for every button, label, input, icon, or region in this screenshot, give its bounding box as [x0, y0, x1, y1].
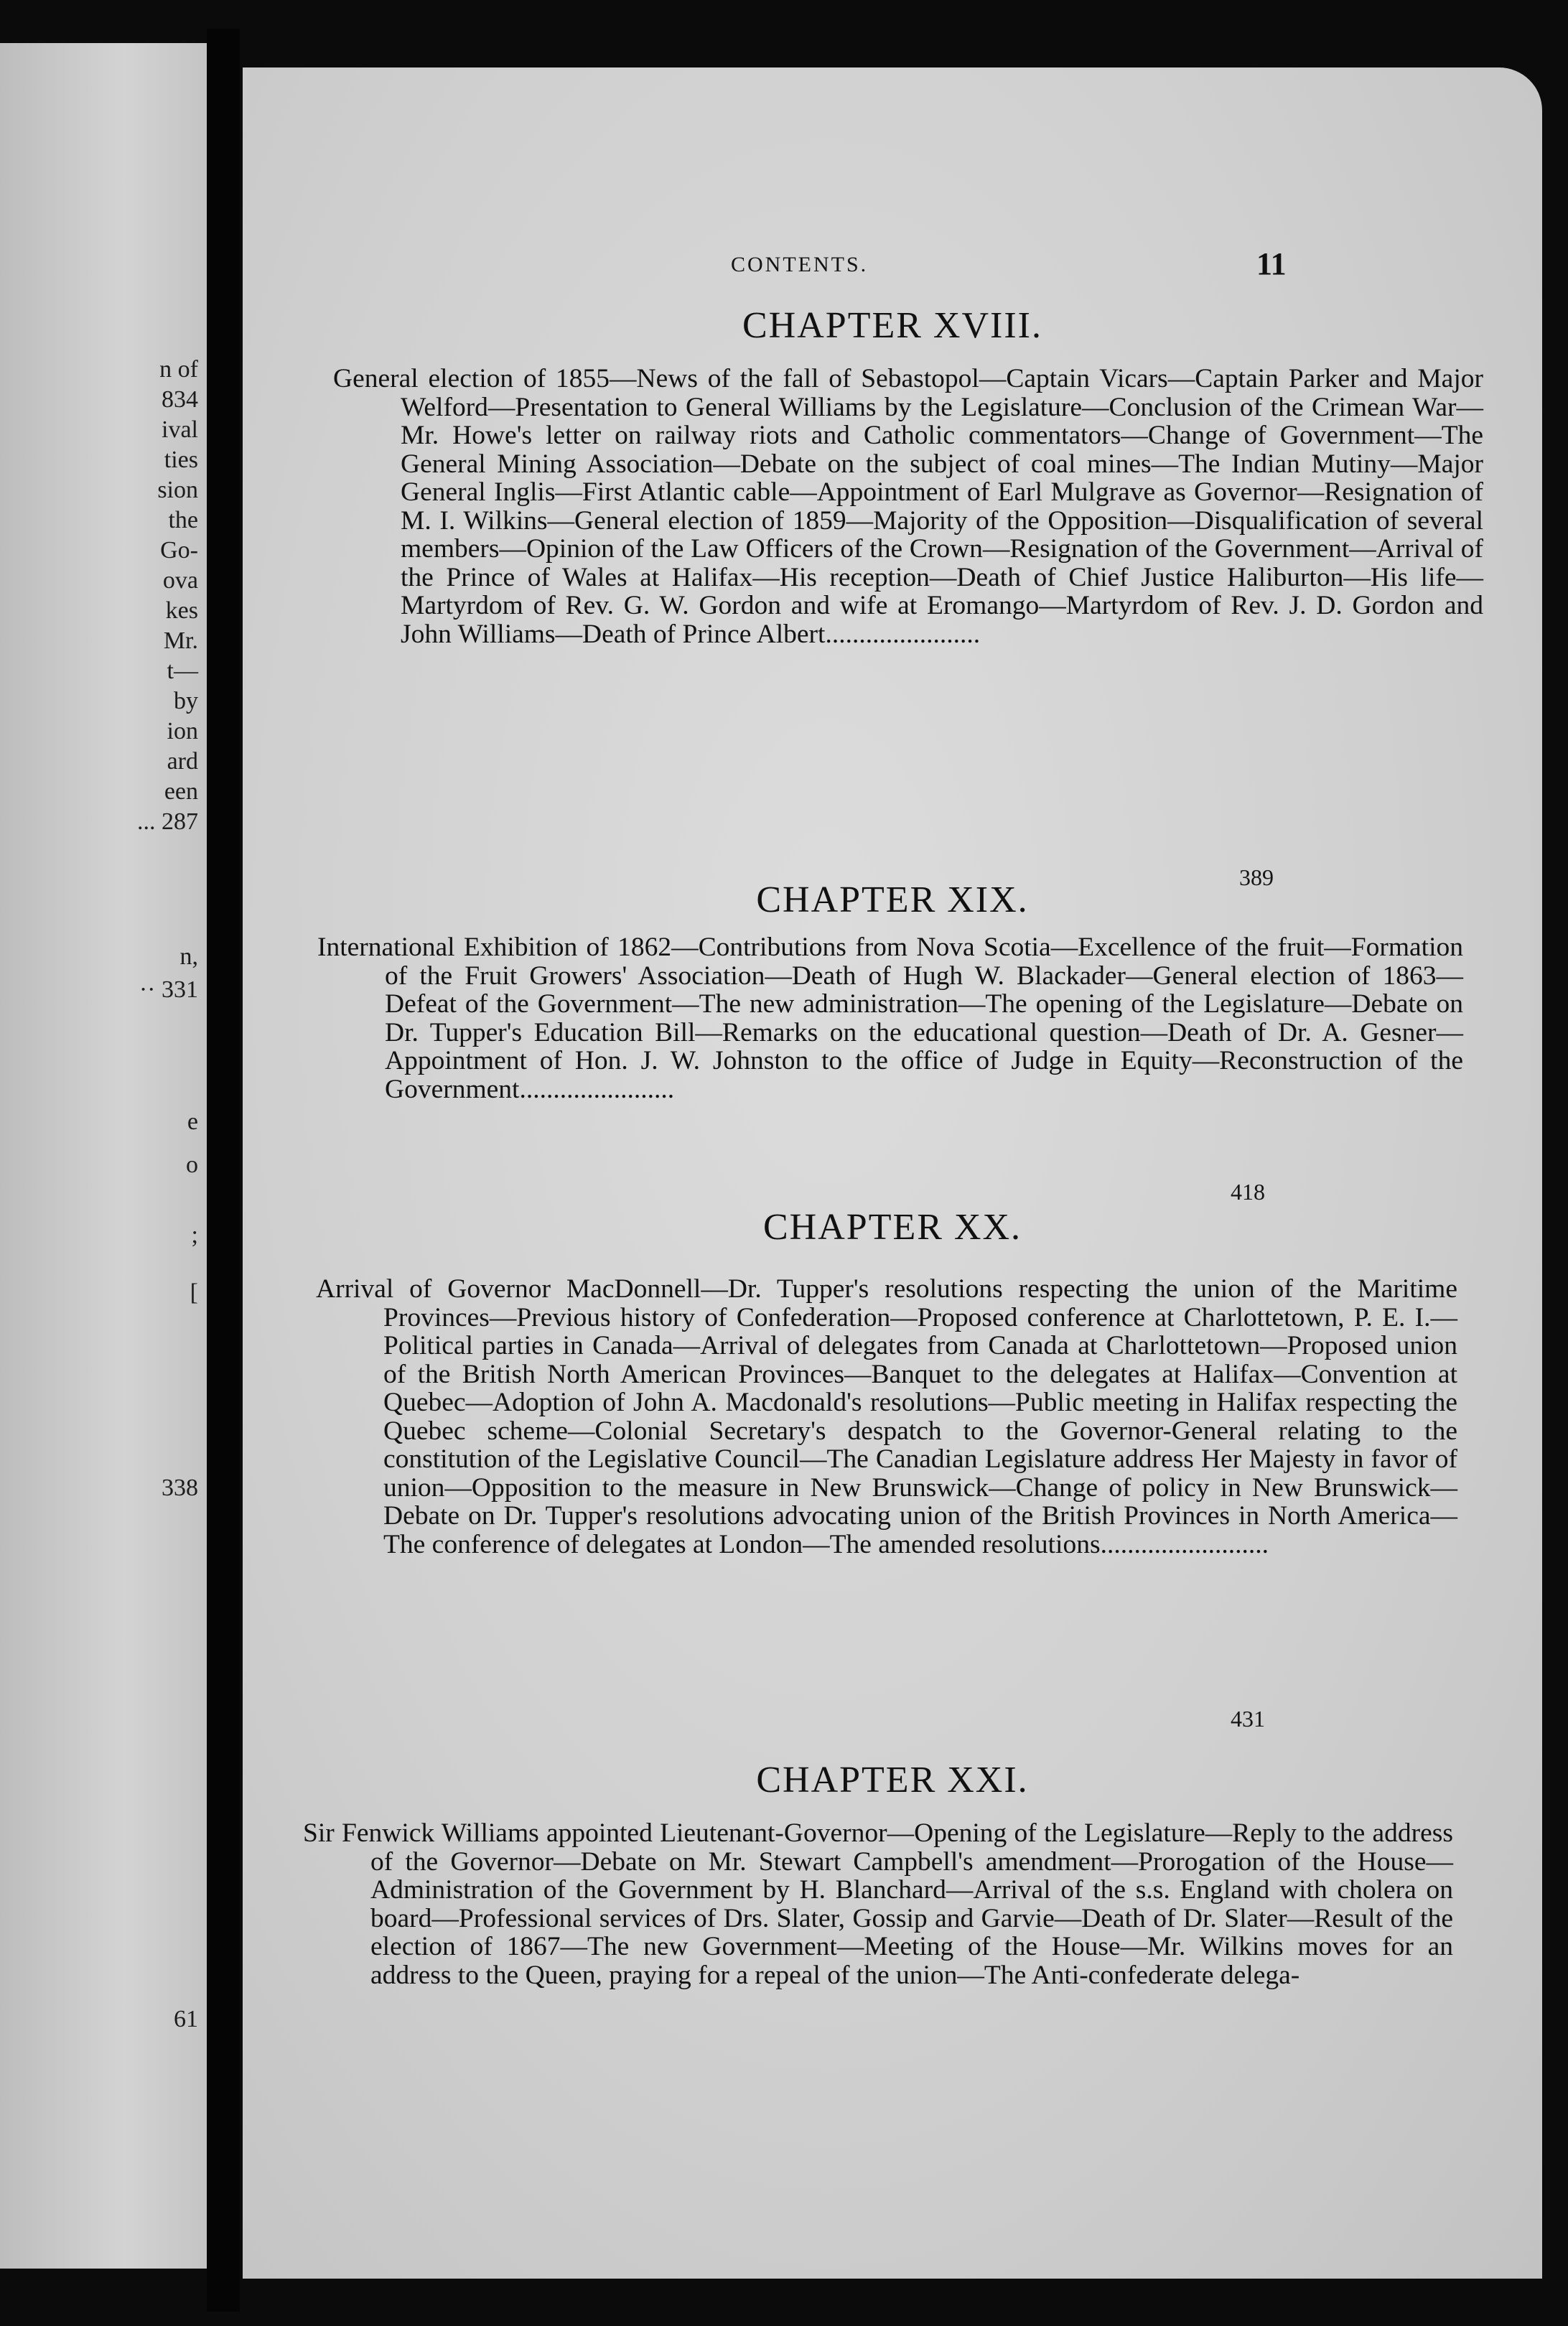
- margin-fragment: n of: [159, 356, 198, 383]
- margin-fragment: ion: [167, 718, 198, 744]
- chapter-summary: General election of 1855—News of the fall of Sebastopol—Captain Vicars—Captain Parker and Major Welford—Presentation to General Williams by the Legislature—Conclusion of the Crimean War—Mr. Howe's letter on railway riots and Catholic commentators—Change of Government—The General Mining Association—Debate on the subject of coal mines—The Indian Mutiny—Major General Inglis—First Atlantic cable—Appointment of Earl Mulgrave as Governor—Resignation of M. I. Wilkins—General election of 1859—Majority of the Opposition—Disqualification of several members—Opinion of the Law Officers of the Crown—Resignation of the Government—Arrival of the Prince of Wales at Halifax—His reception—Death of Chief Justice Haliburton—His life—Martyrdom of Rev. G. W. Gordon and wife at Eromango—Martyrdom of Rev. J. D. Gordon and John Williams—Death of Prince Albert.......................: [333, 364, 1483, 649]
- margin-fragment: the: [168, 507, 198, 533]
- margin-fragment: ·· 331: [139, 976, 198, 1003]
- margin-fragment: 338: [162, 1475, 198, 1501]
- chapter-title: CHAPTER XVIII.: [742, 305, 1042, 346]
- page-number: 11: [1256, 246, 1287, 281]
- book-gutter: [207, 29, 240, 2312]
- chapter-title: CHAPTER XIX.: [756, 879, 1029, 920]
- margin-fragment: [: [190, 1279, 198, 1306]
- margin-fragment: 834: [162, 386, 198, 413]
- margin-fragment: ;: [191, 1222, 198, 1248]
- chapter-summary: Arrival of Governor MacDonnell—Dr. Tupper's resolutions respecting the union of the Maritime Provinces—Previous history of Confederation—Proposed conference at Charlottetown, P. E. I.—Political parties in Canada—Arrival of delegates from Canada at Charlottetown—Proposed union of the British North American Provinces—Banquet to the delegates at Halifax—Convention at Quebec—Adoption of John A. Macdonald's resolutions—Public meeting in Halifax respecting the Quebec scheme—Colonial Secretary's despatch to the Governor-General relating to the constitution of the Legislative Council—The Canadian Legislature address Her Majesty in favor of union—Opposition to the measure in New Brunswick—Change of policy in New Brunswick—Debate on Dr. Tupper's resolutions advocating union of the British Provinces in North America—The conference of delegates at London—The amended resolutions.........................: [316, 1274, 1457, 1559]
- running-head: [243, 246, 1542, 289]
- facing-page-edge: [0, 43, 207, 2269]
- running-title: CONTENTS.: [731, 253, 869, 276]
- margin-fragment: t—: [167, 658, 198, 684]
- margin-fragment: e: [187, 1108, 198, 1135]
- margin-fragment: sion: [157, 477, 198, 503]
- margin-fragment: by: [174, 688, 198, 714]
- margin-fragment: o: [186, 1152, 198, 1178]
- chapter-summary: International Exhibition of 1862—Contributions from Nova Scotia—Excellence of the fruit—Formation of the Fruit Growers' Association—Death of Hugh W. Blackader—General election of 1863—Defeat of the Government—The new administration—The opening of the Legislature—Debate on Dr. Tupper's Education Bill—Remarks on the educational question—Death of Dr. A. Gesner—Appointment of Hon. J. W. Johnston to the office of Judge in Equity—Reconstruction of the Government.......................: [317, 933, 1463, 1104]
- chapter-summary: Sir Fenwick Williams appointed Lieutenant-Governor—Opening of the Legislature—Reply to the address of the Governor—Debate on Mr. Stewart Campbell's amendment—Prorogation of the House—Administration of the Government by H. Blanchard—Arrival of the s.s. England with cholera on board—Professional services of Drs. Slater, Gossip and Garvie—Death of Dr. Slater—Result of the election of 1867—The new Government—Meeting of the House—Mr. Wilkins moves for an address to the Queen, praying for a repeal of the union—The Anti-confederate delega-: [303, 1818, 1453, 1990]
- chapter-title: CHAPTER XX.: [762, 1207, 1022, 1248]
- chapter-page-ref: 431: [1231, 1706, 1265, 1732]
- margin-fragment: een: [164, 778, 198, 805]
- contents-page: [243, 67, 1542, 2279]
- margin-fragment: kes: [165, 597, 198, 624]
- margin-fragment: ard: [167, 748, 198, 775]
- margin-fragment: Go-: [160, 537, 198, 564]
- chapter-page-ref: 418: [1231, 1179, 1265, 1205]
- chapter-title: CHAPTER XXI.: [756, 1760, 1029, 1800]
- margin-fragment: ova: [162, 567, 198, 594]
- margin-fragment: ival: [162, 416, 198, 443]
- chapter-page-ref: 389: [1239, 864, 1274, 890]
- margin-fragment: ... 287: [137, 808, 198, 835]
- margin-fragment: ties: [164, 447, 198, 473]
- margin-fragment: 61: [174, 2006, 198, 2032]
- margin-fragment: Mr.: [163, 627, 198, 654]
- margin-fragment: n,: [179, 943, 198, 970]
